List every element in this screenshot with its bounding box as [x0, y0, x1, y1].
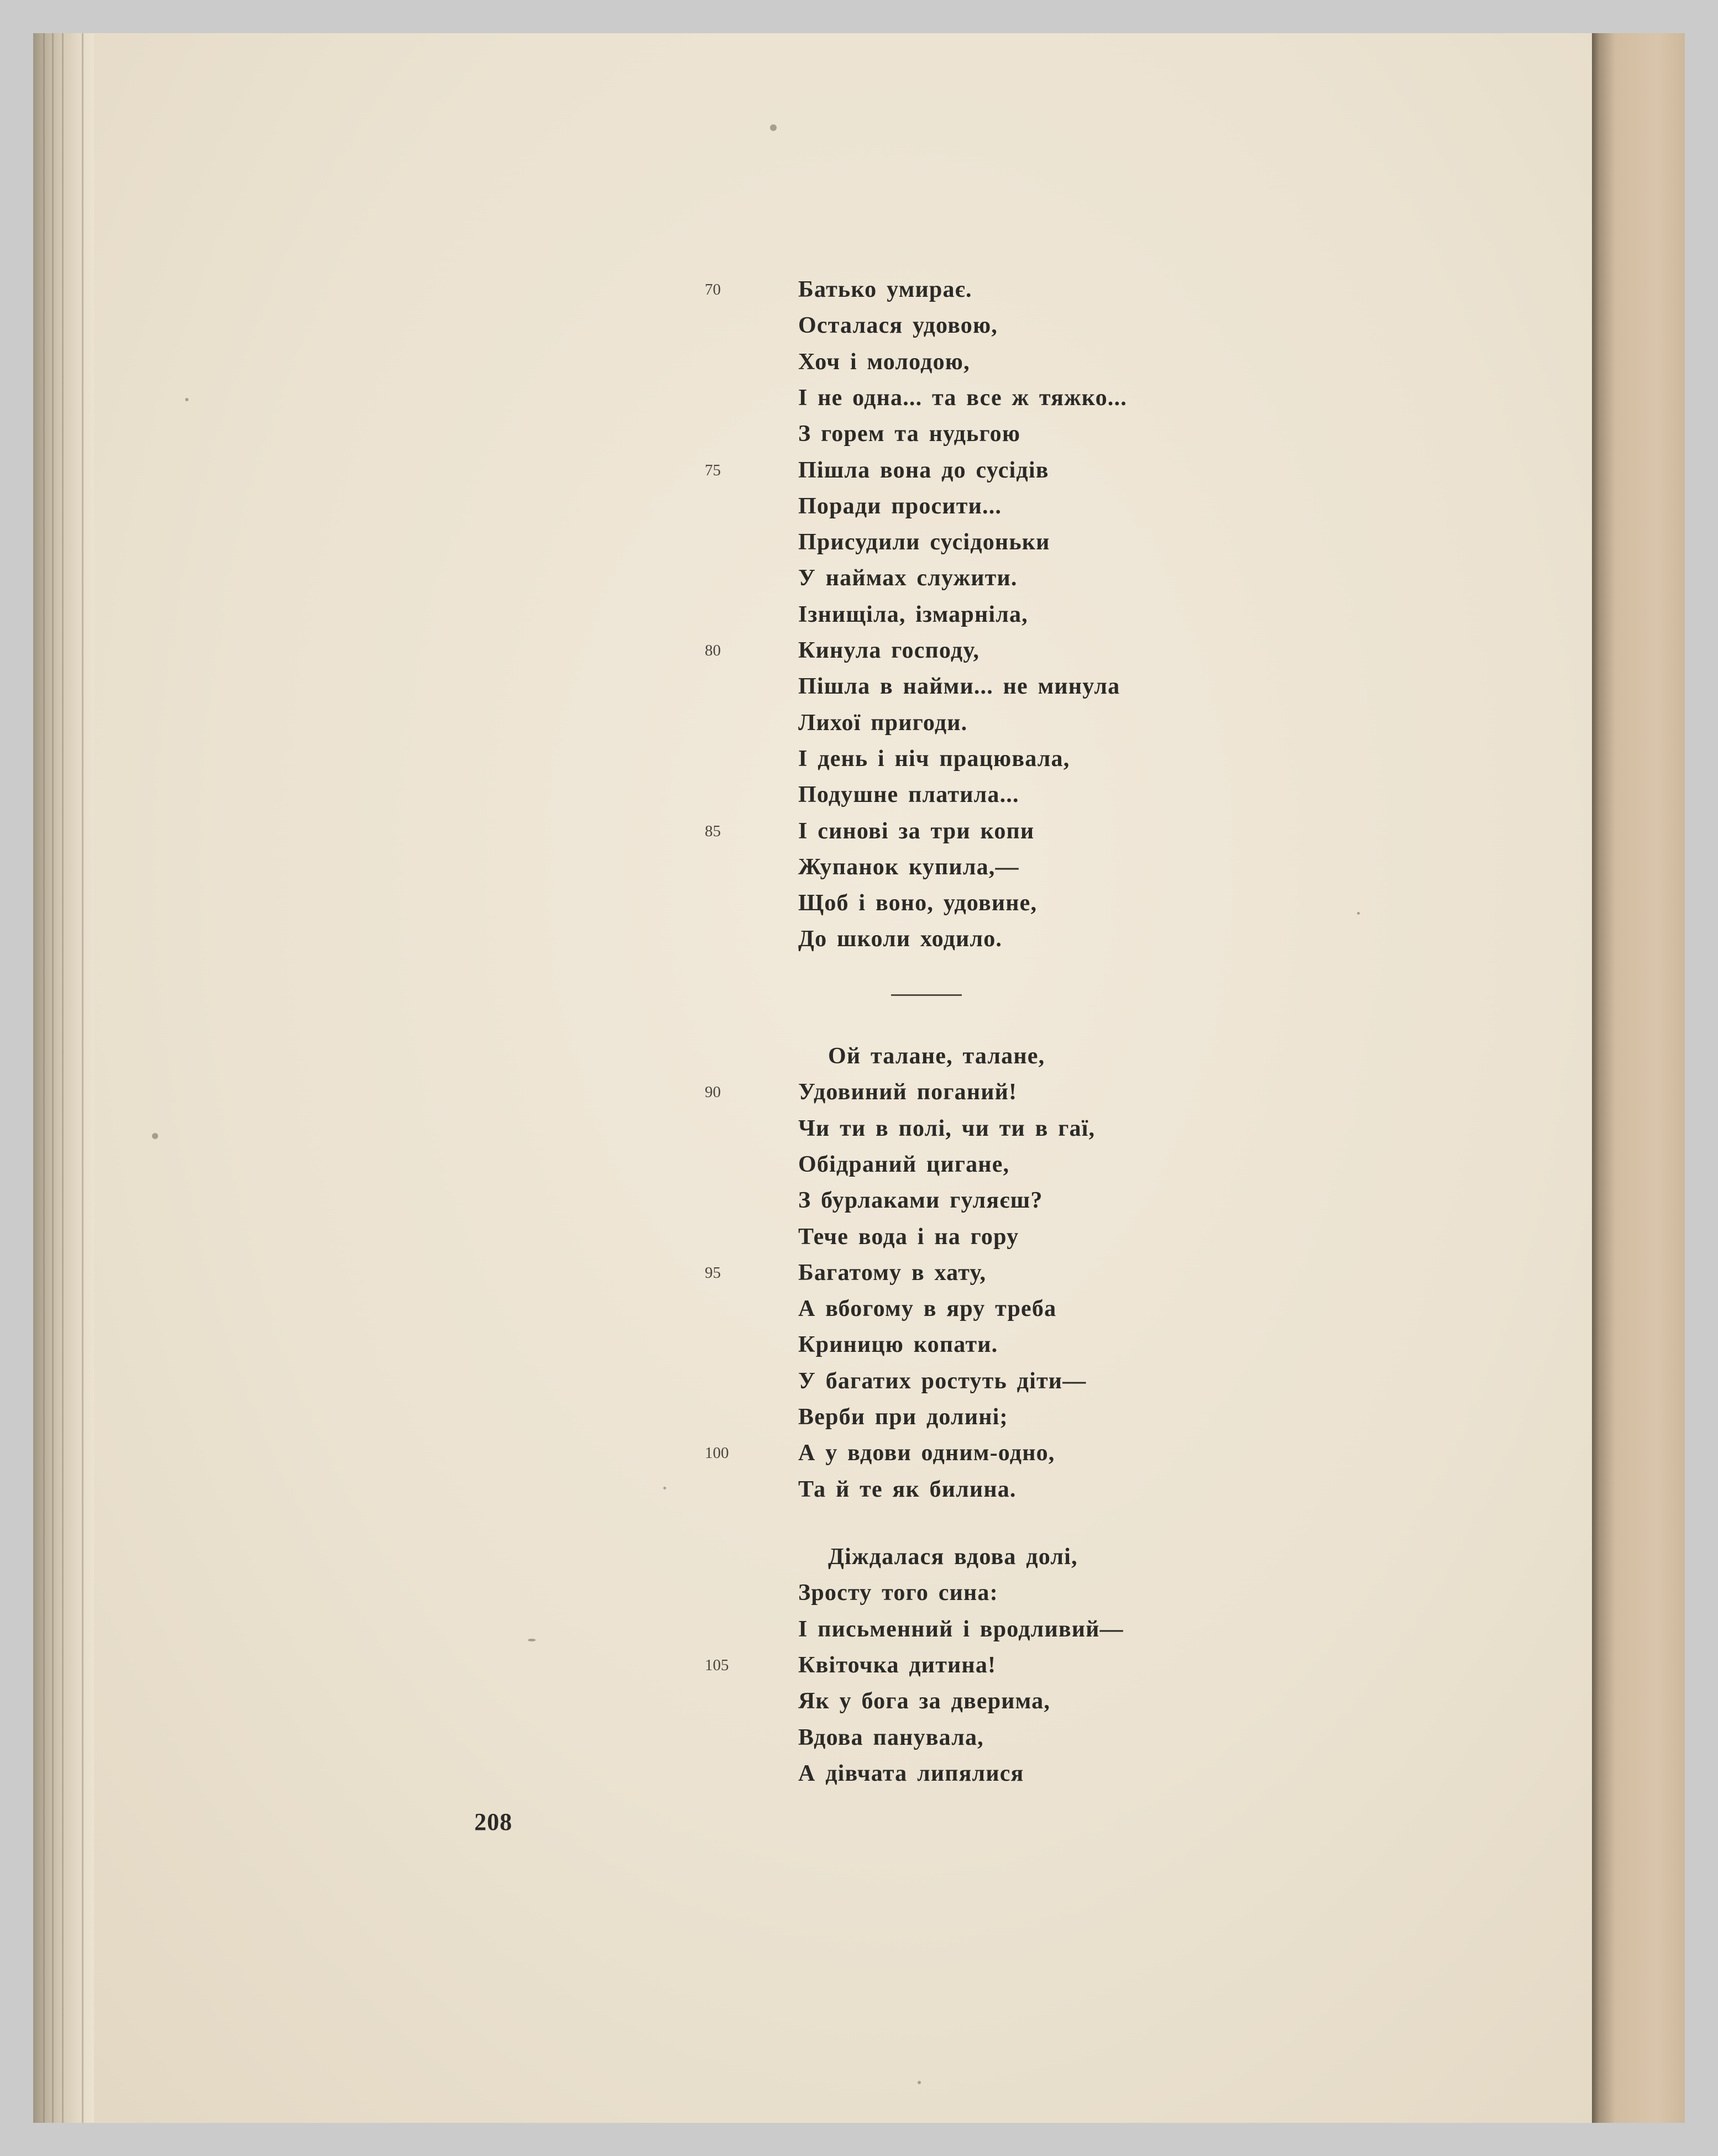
line-number: 90 [705, 1083, 721, 1101]
poem-line [763, 1219, 1592, 1255]
poem-line [763, 777, 1592, 812]
poem-line [763, 344, 1592, 380]
line-text: Чи ти в полі, чи ти в гаї, [798, 1116, 1096, 1141]
line-text: До школи ходило. [798, 926, 1003, 952]
line-text: Кинула господу, [798, 638, 980, 663]
line-text: Осталася удовою, [798, 313, 998, 338]
poem-line [763, 560, 1592, 596]
line-text: Як у бога за дверима, [798, 1688, 1051, 1714]
binding-gutter [33, 33, 94, 2123]
poem-line [763, 669, 1592, 704]
poem-line [763, 416, 1592, 452]
line-text: У наймах служити. [798, 565, 1018, 591]
poem-line [763, 1291, 1592, 1326]
poem-line [705, 453, 1592, 488]
page-fore-edge [1592, 33, 1685, 2123]
line-text: З бурлаками гуляєш? [798, 1188, 1043, 1213]
poem-line [763, 380, 1592, 416]
poem-line [763, 705, 1592, 741]
line-text: Батько умирає. [798, 277, 972, 302]
poem-line [763, 1472, 1592, 1507]
poem-line [705, 633, 1592, 668]
poem-line [705, 1074, 1592, 1110]
poem-line [763, 1683, 1592, 1719]
section-divider [891, 994, 962, 996]
poem-line [763, 1720, 1592, 1755]
line-number: 80 [705, 642, 721, 659]
poem-line [763, 308, 1592, 343]
poem-line [763, 597, 1592, 632]
line-number: 85 [705, 822, 721, 840]
poem-line [705, 1435, 1592, 1471]
line-text: Зросту того сина: [798, 1580, 998, 1606]
poem-line [763, 1111, 1592, 1146]
poem-line [705, 272, 1592, 307]
poem-line [763, 1327, 1592, 1362]
poem-line [763, 1539, 1592, 1575]
page-number: 208 [474, 1808, 512, 1835]
line-text: Тече вода і на гору [798, 1224, 1019, 1250]
line-text: Квіточка дитина! [798, 1653, 997, 1678]
line-text: Пішла вона до сусідів [798, 458, 1049, 483]
book-page [33, 33, 1592, 2123]
poem-line [763, 524, 1592, 560]
poem-line [763, 489, 1592, 524]
poem-line [705, 814, 1592, 849]
line-text: І не одна... та все ж тяжко... [798, 385, 1127, 411]
poem-line [705, 1648, 1592, 1683]
line-text: А вбогому в яру треба [798, 1296, 1057, 1321]
poem-line [763, 1363, 1592, 1399]
line-text: Щоб і воно, удовине, [798, 890, 1038, 916]
poem-line [763, 741, 1592, 777]
poem-line [705, 1255, 1592, 1291]
poem-line [763, 1612, 1592, 1647]
line-number: 95 [705, 1264, 721, 1282]
poem-line [763, 1756, 1592, 1791]
ink-spot [770, 124, 777, 131]
poem-line [763, 885, 1592, 921]
line-text: А дівчата липялися [798, 1761, 1024, 1786]
line-text: Вдова панувала, [798, 1725, 984, 1750]
line-text: І письменний і вродливий— [798, 1617, 1124, 1642]
ink-spot [528, 1639, 536, 1641]
poem-line [763, 1399, 1592, 1435]
line-text: Подушне платила... [798, 782, 1019, 807]
gutter-line [62, 33, 64, 2123]
line-number: 100 [705, 1444, 729, 1462]
line-text: І синові за три копи [798, 819, 1035, 844]
line-text: Багатому в хату, [798, 1260, 987, 1286]
line-text: Та й те як билина. [798, 1477, 1017, 1502]
poem-line [763, 1575, 1592, 1611]
line-number: 75 [705, 461, 721, 479]
line-text: А у вдови одним-одно, [798, 1440, 1055, 1466]
line-text: Хоч і молодою, [798, 349, 970, 375]
line-text: Лихої пригоди. [798, 710, 968, 736]
line-text: У багатих ростуть діти— [798, 1368, 1087, 1394]
line-text: Жупанок купила,— [798, 854, 1019, 880]
line-text: Пішла в найми... не минула [798, 674, 1120, 699]
ink-spot [918, 2081, 921, 2084]
gutter-line [52, 33, 54, 2123]
ink-spot [152, 1133, 158, 1139]
line-text: Ізнищіла, ізмарніла, [798, 602, 1028, 627]
line-text: Ой талане, талане, [828, 1043, 1045, 1069]
line-text: Діждалася вдова долі, [828, 1544, 1078, 1570]
poem-line [763, 1147, 1592, 1182]
line-text: Присудили сусідоньки [798, 529, 1050, 555]
line-text: Удовиний поганий! [798, 1079, 1018, 1105]
poem-line [763, 1038, 1592, 1074]
line-text: І день і ніч працювала, [798, 746, 1070, 772]
line-text: Поради просити... [798, 494, 1002, 519]
ink-spot [663, 1487, 666, 1489]
poem-line [763, 849, 1592, 885]
line-text: Обідраний цигане, [798, 1152, 1010, 1177]
line-number: 105 [705, 1656, 729, 1674]
gutter-line [82, 33, 83, 2123]
ink-spot [185, 398, 188, 401]
page-scan [33, 33, 1685, 2123]
line-text: З горем та нудьгою [798, 421, 1021, 447]
poem-line [763, 921, 1592, 957]
poem-line [763, 1183, 1592, 1218]
line-text: Криницю копати. [798, 1332, 998, 1357]
gutter-line [43, 33, 45, 2123]
line-number: 70 [705, 281, 721, 298]
line-text: Верби при долині; [798, 1404, 1008, 1430]
